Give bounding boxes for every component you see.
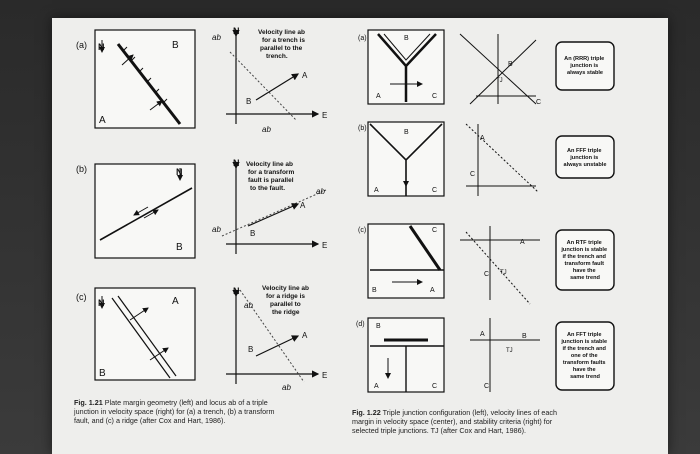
fig122-row-c — [358, 224, 614, 304]
caption-line: Plate margin geometry (left) and locus ab of a triple — [104, 398, 268, 407]
velocity-note: Velocity line ab for a transform fault is parallel to the fault. — [246, 161, 295, 192]
svg-text:B: B — [404, 129, 409, 136]
svg-text:An FFF triple junction i: An FFF triple junction is always unstable — [563, 148, 607, 168]
velocity-note: Velocity line ab for a trench is parallel to the trench. — [258, 29, 305, 60]
svg-text:ab: ab — [262, 125, 271, 134]
velocity-line — [222, 190, 326, 236]
north-arrow-label: N — [176, 167, 183, 177]
caption-line: selected triple junctions. TJ (after Cox and Hart, 1986). — [352, 426, 527, 435]
svg-text:TJ: TJ — [500, 270, 507, 276]
fig122-caption — [352, 408, 622, 435]
svg-text:An RTF triple junction i: An RTF triple junction is stable if the trench and transform fault have the same trend — [561, 240, 608, 281]
svg-text:E: E — [322, 241, 328, 250]
east-label: E — [322, 111, 328, 120]
svg-text:ab: ab — [212, 225, 221, 234]
svg-text:B: B — [372, 287, 377, 294]
svg-text:E: E — [322, 371, 328, 380]
svg-text:A: A — [302, 331, 308, 340]
svg-text:B: B — [248, 345, 254, 354]
svg-text:(c): (c) — [358, 227, 367, 234]
svg-text:C: C — [432, 187, 438, 194]
svg-text:C: C — [432, 227, 438, 234]
fig122-row-d — [356, 318, 614, 392]
north-arrow-label: N — [98, 42, 105, 52]
north-arrow-label: N — [98, 298, 105, 308]
caption-line: Triple junction configuration (left), velocity lines of each — [382, 408, 557, 417]
svg-text:B: B — [246, 97, 252, 106]
svg-text:C: C — [484, 383, 490, 390]
fig122-row-a — [358, 30, 614, 106]
velocity-line — [230, 52, 296, 120]
north-label: N — [233, 26, 240, 36]
fig121-velocity-a — [212, 26, 327, 134]
svg-text:A: A — [374, 383, 379, 390]
svg-text:A: A — [480, 135, 485, 142]
panel-label: (a) — [76, 40, 87, 50]
svg-text:ab: ab — [212, 33, 221, 42]
svg-text:N: N — [233, 158, 240, 168]
svg-text:An (RRR) triple junction: An (RRR) triple junction is always stable — [564, 56, 605, 76]
svg-text:ab: ab — [244, 301, 253, 310]
svg-text:B: B — [376, 323, 381, 330]
svg-text:A: A — [300, 201, 306, 210]
svg-text:N: N — [233, 286, 240, 296]
svg-text:A: A — [520, 239, 525, 246]
plate-b-label: B — [172, 40, 179, 51]
svg-text:C: C — [470, 171, 476, 178]
svg-text:C: C — [536, 99, 542, 106]
svg-text:(b): (b) — [358, 125, 367, 132]
svg-text:ab: ab — [316, 187, 325, 196]
caption-title: Fig. 1.21 — [74, 398, 103, 407]
svg-text:B: B — [250, 229, 256, 238]
svg-text:TJ: TJ — [506, 348, 513, 354]
fig121-panel-b — [76, 164, 195, 258]
svg-text:C: C — [484, 271, 490, 278]
fig121-panel-c — [76, 288, 195, 380]
svg-text:(d): (d) — [356, 321, 365, 328]
fig121-caption — [74, 398, 334, 425]
caption-title: Fig. 1.22 — [352, 408, 381, 417]
svg-text:A: A — [302, 71, 308, 80]
panel-label: (b) — [76, 164, 87, 174]
svg-text:ab: ab — [282, 383, 291, 392]
fig121-panel-a — [76, 30, 195, 128]
plate-a-label: A — [99, 115, 106, 126]
fig122-row-b — [358, 122, 614, 196]
svg-text:B: B — [404, 35, 409, 42]
svg-text:(a): (a) — [358, 35, 367, 42]
caption-line: fault, and (c) a ridge (after Cox and Hart, 1986). — [74, 416, 226, 425]
fig121-velocity-c — [226, 285, 327, 392]
svg-text:An FFT triple junction i: An FFT triple junction is stable if the trench and one of the transform faults have the same trend — [561, 332, 608, 380]
plate-b-label: B — [176, 242, 183, 253]
plate-b-label: B — [99, 368, 106, 379]
fig121-velocity-b — [212, 158, 327, 254]
svg-text:B: B — [508, 61, 513, 68]
svg-text:A: A — [430, 287, 435, 294]
svg-text:C: C — [432, 93, 438, 100]
svg-text:A: A — [480, 331, 485, 338]
svg-text:TJ: TJ — [496, 78, 503, 84]
stability-box — [556, 230, 614, 290]
svg-text:A: A — [376, 93, 381, 100]
caption-line: junction in velocity space (right) for (a) a trench, (b) a transform — [74, 407, 275, 416]
svg-text:B: B — [522, 333, 527, 340]
panel-label: (c) — [76, 292, 87, 302]
svg-text:C: C — [432, 383, 438, 390]
caption-line: margin in velocity space (center), and stability criteria (right) for — [352, 417, 553, 426]
plate-a-label: A — [172, 296, 179, 307]
velocity-note: Velocity line ab for a ridge is parallel to the ridge — [262, 285, 309, 316]
svg-text:A: A — [374, 187, 379, 194]
